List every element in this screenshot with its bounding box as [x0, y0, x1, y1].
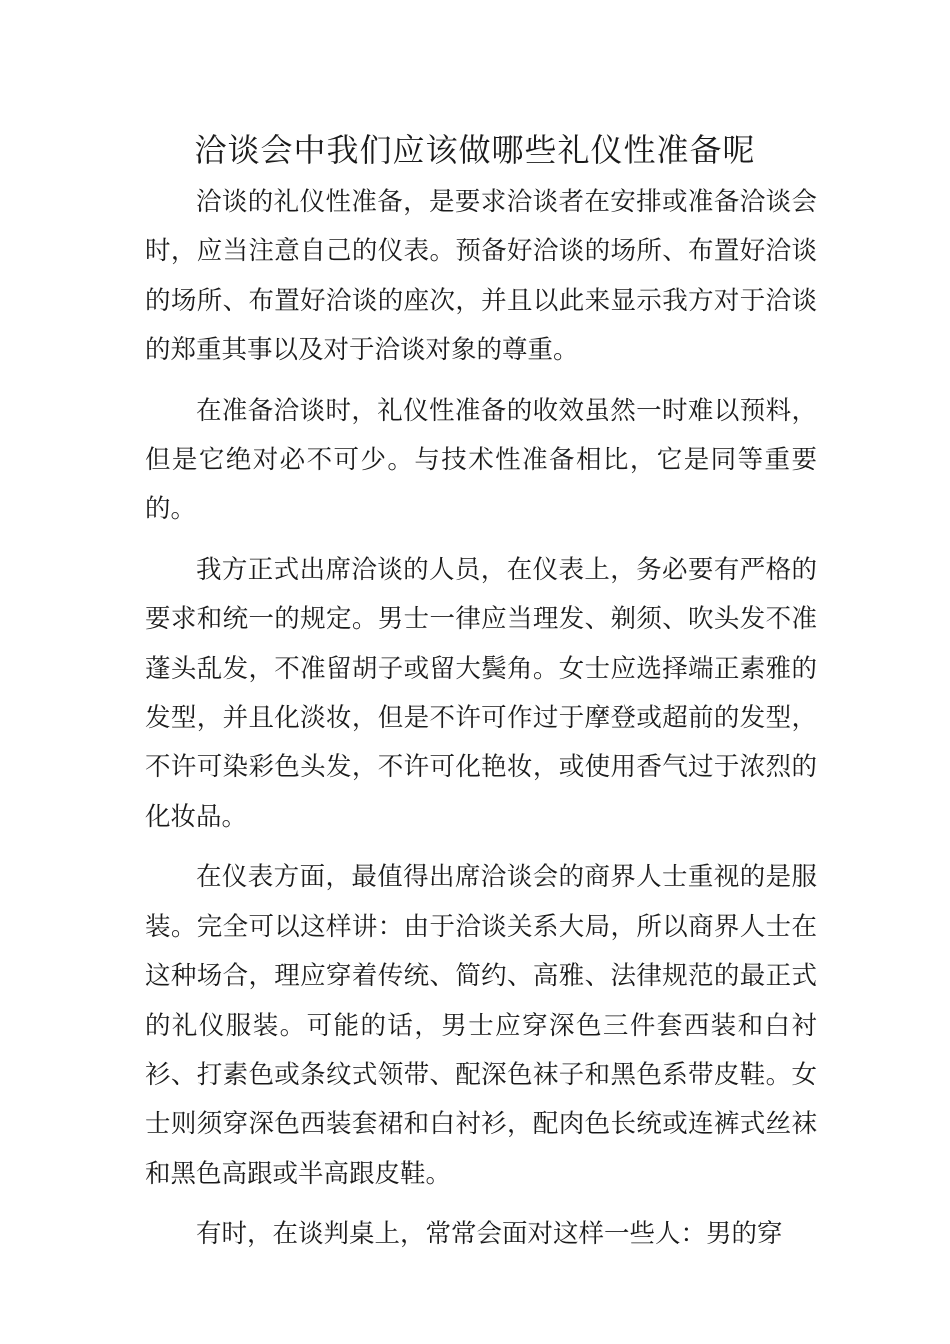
- paragraph-5: 有时，在谈判桌上，常常会面对这样一些人：男的穿: [196, 1219, 783, 1250]
- paragraph-3: 我方正式出席洽谈的人员，在仪表上，务必要有严格的要求和统一的规定。男士一律应当理发、剃须、吹头发不准蓬头乱发，不准留胡子或留大鬓角。女士应选择端正素雅的发型，并且化淡妆，但是不许可作过于摩登或超前的发型，不许可染彩色头发，不许可化艳妆，或使用香气过于浓烈的化妆品。: [145, 554, 817, 832]
- paragraph-4: 在仪表方面，最值得出席洽谈会的商界人士重视的是服装。完全可以这样讲：由于洽谈关系大局，所以商界人士在这种场合，理应穿着传统、简约、高雅、法律规范的最正式的礼仪服装。可能的话，男士应穿深色三件套西装和白衬衫、打素色或条纹式领带、配深色袜子和黑色系带皮鞋。女士则须穿深色西装套裙和白衬衫，配肉色长统或连裤式丝袜和黑色高跟或半高跟皮鞋。: [145, 862, 817, 1189]
- paragraph-1: 洽谈的礼仪性准备，是要求洽谈者在安排或准备洽谈会时，应当注意自己的仪表。预备好洽谈的场所、布置好洽谈的场所、布置好洽谈的座次，并且以此来显示我方对于洽谈的郑重其事以及对于洽谈对象的尊重。: [145, 187, 817, 366]
- document-body: [145, 178, 817, 1271]
- paragraph-2: 在准备洽谈时，礼仪性准备的收效虽然一时难以预料，但是它绝对必不可少。与技术性准备相比，它是同等重要的。: [145, 395, 817, 525]
- document-title: 洽谈会中我们应该做哪些礼仪性准备呢: [194, 131, 756, 169]
